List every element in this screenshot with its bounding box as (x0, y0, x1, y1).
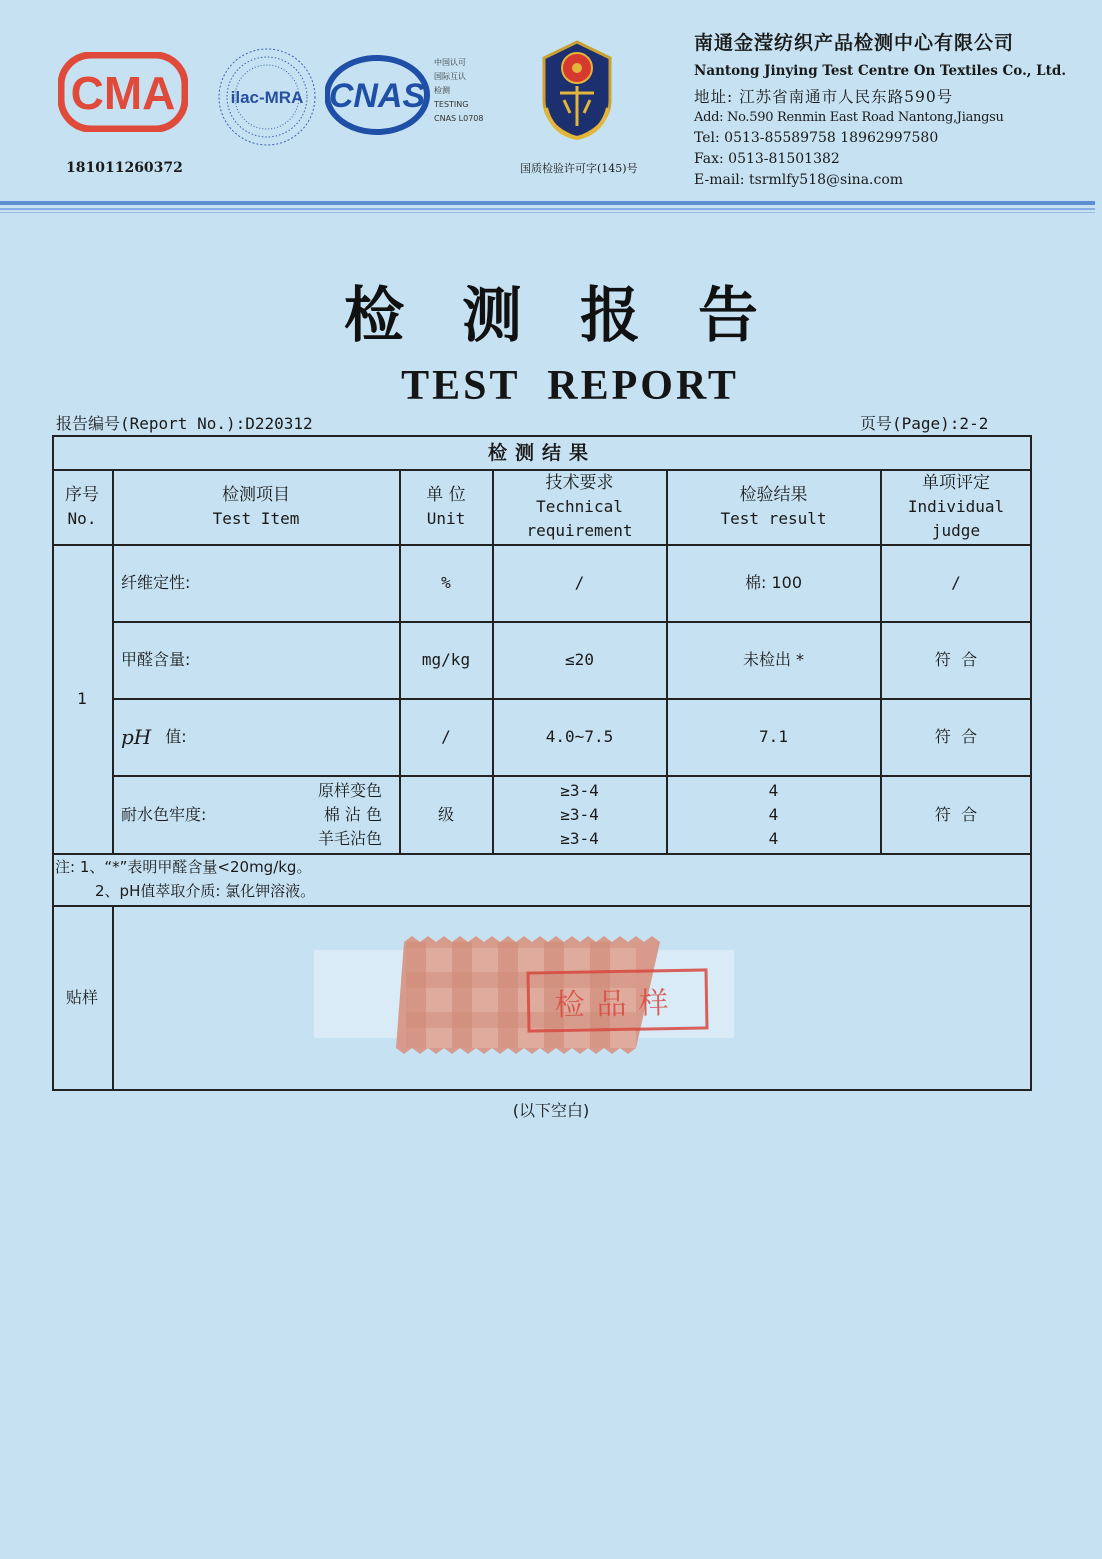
company-tel: Tel: 0513-85589758 18962997580 (694, 130, 939, 146)
unit-colorfastness: 级 (437, 804, 454, 824)
header-rule-2 (0, 208, 1095, 210)
result-ph: 7.1 (759, 727, 788, 746)
judge-formaldehyde: 符 合 (934, 650, 978, 669)
cma-number: 181011260372 (66, 160, 183, 176)
colorfastness-subitems: 原样变色 棉 沾 色 羊毛沾色 (317, 780, 382, 848)
section-title: 检测结果 (487, 441, 596, 464)
note-2: 2、pH值萃取介质: 氯化钾溶液。 (95, 882, 316, 900)
blank-below-note: (以下空白) (512, 1101, 590, 1120)
judge-fiber: / (951, 573, 961, 592)
header-unit: 单 位 Unit (426, 485, 466, 528)
item-formaldehyde: 甲醛含量: (121, 650, 191, 669)
ilac-mra-logo (215, 45, 320, 150)
report-number: 报告编号(Report No.):D220312 (56, 414, 313, 433)
company-email: E-mail: tsrmlfy518@sina.com (694, 172, 904, 188)
header-result: 检验结果 Test result (720, 485, 827, 528)
sample-label: 贴样 (65, 987, 98, 1007)
item-colorfastness: 耐水色牢度: (121, 804, 207, 824)
quality-inspection-emblem (532, 38, 622, 143)
judge-ph: 符 合 (934, 727, 978, 746)
ph-suffix: 值: (165, 727, 187, 746)
header-rule-3 (0, 212, 1095, 213)
page-number: 页号(Page):2-2 (860, 414, 989, 433)
table-line (52, 905, 1032, 907)
cnas-logo-text: CNAS (328, 77, 426, 115)
header-test-item: 检测项目 Test Item (212, 485, 300, 528)
title-cn: 检测报告 (344, 281, 816, 351)
company-name-cn: 南通金滢纺织产品检测中心有限公司 (694, 32, 1015, 54)
table-line (112, 905, 114, 1090)
req-fiber: / (574, 573, 585, 592)
unit-formaldehyde: mg/kg (421, 650, 471, 669)
req-formaldehyde: ≤20 (565, 650, 594, 669)
header-rule (0, 201, 1095, 205)
license-text: 国质检验许可字(145)号 (520, 162, 638, 175)
cma-logo-text: CMA (70, 67, 176, 119)
company-address-cn: 地址: 江苏省南通市人民东路590号 (694, 88, 954, 106)
item-ph (113, 699, 399, 775)
table-notes (55, 855, 315, 903)
ph-label: pH (121, 725, 152, 749)
company-fax: Fax: 0513-81501382 (694, 151, 840, 167)
req-colorfastness: ≥3-4 ≥3-4 ≥3-4 (560, 780, 599, 848)
result-formaldehyde: 未检出 * (742, 650, 805, 669)
title-en: TEST REPORT (401, 363, 739, 409)
cma-logo (58, 52, 188, 132)
unit-fiber: % (441, 573, 451, 592)
req-ph: 4.0~7.5 (545, 727, 614, 746)
company-info (694, 28, 1094, 191)
cnas-caption: 中国认可 国际互认 检测 TESTING CNAS L0708 (434, 58, 484, 123)
table-line (52, 1089, 1032, 1091)
result-fiber: 棉: 100 (744, 573, 803, 592)
company-name-en: Nantong Jinying Test Centre On Textiles Co., Ltd. (694, 63, 1067, 79)
header-requirement: 技术要求 Technical requirement (526, 473, 633, 540)
note-1: 注: 1、“*”表明甲醛含量<20mg/kg。 (55, 858, 312, 876)
cnas-logo (325, 55, 430, 135)
company-address-en: Add: No.590 Renmin East Road Nantong,Jiangsu (694, 110, 1004, 125)
results-table (52, 435, 1032, 1091)
sample-stamp: 检品样 (526, 968, 708, 1032)
header-judge: 单项评定 Individual judge (907, 473, 1005, 540)
item-fiber: 纤维定性: (121, 573, 191, 592)
judge-colorfastness: 符 合 (934, 804, 978, 824)
unit-ph: / (441, 727, 451, 746)
result-colorfastness: 4 4 4 (768, 780, 779, 848)
header-no: 序号 No. (65, 485, 99, 528)
ilac-logo-text: ilac-MRA (230, 88, 304, 107)
row-number: 1 (77, 689, 87, 708)
